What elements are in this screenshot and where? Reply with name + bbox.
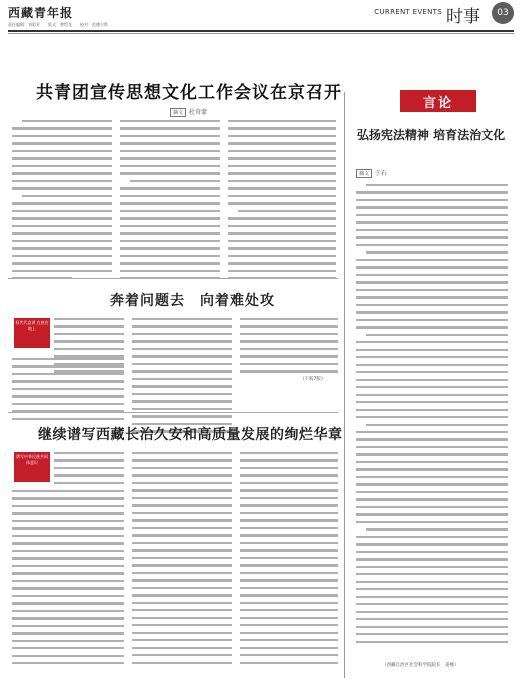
main-headline: 共青团宣传思想文化工作会议在京召开 (36, 83, 342, 103)
sub2-column-1b (12, 490, 124, 664)
commentary-body (356, 184, 508, 643)
sub-headline-1: 奔着问题去 向着难处攻 (110, 293, 275, 309)
sub1-column-2 (132, 318, 232, 433)
page-number-badge: 03 (492, 2, 514, 24)
editor-meta: 责任编辑：刘彩芳 版式：曾绍龙 校对：范德尔斯 (8, 22, 108, 27)
commentary-byline (356, 168, 387, 178)
sub-headline-2: 继续谱写西藏长治久安和高质量发展的绚烂华章 (38, 427, 343, 443)
section-divider-2 (8, 412, 338, 413)
column-badge-1: 权代代直讲 在底在地上 (14, 318, 50, 348)
section-divider (8, 278, 338, 279)
commentary-title: 弘扬宪法精神 培育法治文化 (356, 128, 506, 142)
byline-tag: 摘文 (170, 108, 186, 117)
main-article-column-3 (228, 120, 336, 279)
sub2-column-1 (54, 452, 124, 484)
column-divider (344, 92, 345, 678)
commentary-label: 言论 (400, 90, 476, 112)
main-article-column-1 (12, 120, 112, 279)
section-label-zh: 时事 (446, 7, 480, 27)
sub1-column-1b (12, 358, 124, 420)
masthead: 西藏青年报 (8, 6, 74, 20)
main-article-column-2 (120, 120, 220, 279)
main-byline (170, 107, 207, 117)
continued-note: （下转7版） (300, 377, 326, 382)
column-badge-2: 谱写中华民族共同体意识 (14, 452, 50, 482)
sub2-column-3 (240, 452, 338, 664)
author-note: （西藏自治区社会科学院院长 姜峰） (382, 663, 459, 668)
header-rule (8, 30, 514, 32)
section-label-en: CURRENT EVENTS (374, 8, 442, 16)
sub1-column-3 (240, 318, 338, 373)
sub2-column-2 (132, 452, 232, 664)
byline-name: 杜奇蒙 (189, 109, 208, 116)
header-rule-thin (8, 33, 514, 34)
byline-name: 于石 (375, 170, 388, 177)
byline-tag: 摘文 (356, 169, 372, 178)
